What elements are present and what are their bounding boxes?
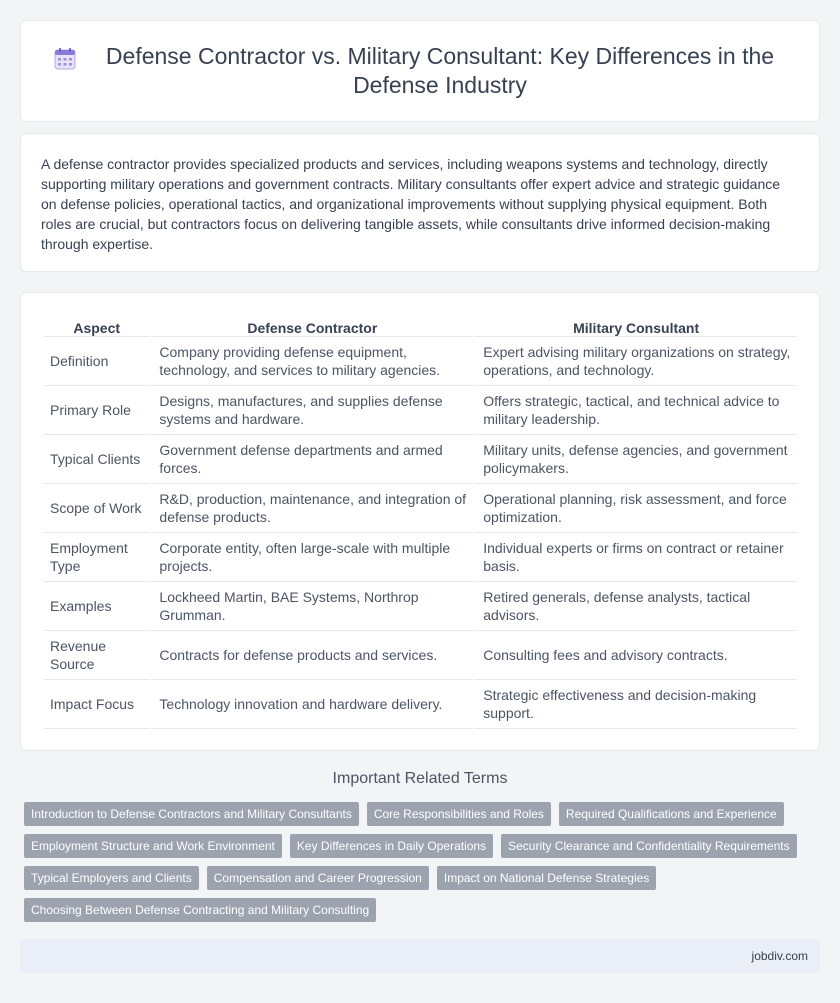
cell-consultant: Strategic effectiveness and decision-making support. <box>475 680 797 729</box>
cell-consultant: Retired generals, defense analysts, tactical advisors. <box>475 582 797 631</box>
table-row <box>44 435 797 484</box>
footer <box>20 939 820 973</box>
related-term-tag[interactable]: Required Qualifications and Experience <box>559 802 784 826</box>
related-terms-tags <box>20 802 800 922</box>
table-row <box>44 631 797 680</box>
table-row <box>44 484 797 533</box>
table-row <box>44 533 797 582</box>
related-term-tag[interactable]: Security Clearance and Confidentiality Requirements <box>501 834 796 858</box>
cell-contractor: Lockheed Martin, BAE Systems, Northrop Grumman. <box>151 582 473 631</box>
cell-consultant: Individual experts or firms on contract or retainer basis. <box>475 533 797 582</box>
cell-aspect: Scope of Work <box>44 484 149 533</box>
related-term-tag[interactable]: Key Differences in Daily Operations <box>290 834 493 858</box>
cell-consultant: Consulting fees and advisory contracts. <box>475 631 797 680</box>
footer-site-link[interactable]: jobdiv.com <box>751 949 808 963</box>
intro-card <box>20 133 820 272</box>
comparison-table <box>42 313 799 729</box>
related-term-tag[interactable]: Typical Employers and Clients <box>24 866 199 890</box>
table-row <box>44 680 797 729</box>
cell-contractor: Company providing defense equipment, technology, and services to military agencies. <box>151 337 473 386</box>
cell-contractor: Corporate entity, often large-scale with multiple projects. <box>151 533 473 582</box>
cell-contractor: Contracts for defense products and services. <box>151 631 473 680</box>
page-title: Defense Contractor vs. Military Consultant: Key Differences in the Defense Industry <box>105 43 775 98</box>
table-header-row <box>44 313 797 337</box>
related-terms-title: Important Related Terms <box>332 770 508 787</box>
table-row <box>44 337 797 386</box>
related-term-tag[interactable]: Compensation and Career Progression <box>207 866 429 890</box>
related-term-tag[interactable]: Core Responsibilities and Roles <box>367 802 551 826</box>
cell-aspect: Primary Role <box>44 386 149 435</box>
cell-aspect: Examples <box>44 582 149 631</box>
related-term-tag[interactable]: Impact on National Defense Strategies <box>437 866 656 890</box>
column-header-aspect: Aspect <box>44 313 149 337</box>
column-header-contractor: Defense Contractor <box>151 313 473 337</box>
cell-aspect: Definition <box>44 337 149 386</box>
related-term-tag[interactable]: Introduction to Defense Contractors and Military Consultants <box>24 802 359 826</box>
cell-contractor: Government defense departments and armed forces. <box>151 435 473 484</box>
table-row <box>44 582 797 631</box>
cell-consultant: Expert advising military organizations on strategy, operations, and technology. <box>475 337 797 386</box>
related-term-tag[interactable]: Choosing Between Defense Contracting and Military Consulting <box>24 898 376 922</box>
column-header-consultant: Military Consultant <box>475 313 797 337</box>
comparison-table-card <box>20 292 820 751</box>
related-terms-section <box>20 770 820 922</box>
cell-aspect: Revenue Source <box>44 631 149 680</box>
intro-text: A defense contractor provides specialized products and services, including weapons systems and technology, directly supporting military operations and government contracts. Military consultants offer expert advice and strategic guidance on defense policies, operational tactics, and organizational improvements without supplying physical equipment. Both roles are crucial, but contractors focus on delivering tangible assets, while consultants drive informed decision-making through expertise. <box>41 156 781 252</box>
cell-contractor: Technology innovation and hardware delivery. <box>151 680 473 729</box>
cell-aspect: Impact Focus <box>44 680 149 729</box>
cell-contractor: R&D, production, maintenance, and integration of defense products. <box>151 484 473 533</box>
cell-consultant: Operational planning, risk assessment, and force optimization. <box>475 484 797 533</box>
cell-consultant: Military units, defense agencies, and government policymakers. <box>475 435 797 484</box>
cell-aspect: Employment Type <box>44 533 149 582</box>
cell-aspect: Typical Clients <box>44 435 149 484</box>
cell-consultant: Offers strategic, tactical, and technical advice to military leadership. <box>475 386 797 435</box>
calendar-icon <box>53 47 77 71</box>
cell-contractor: Designs, manufactures, and supplies defense systems and hardware. <box>151 386 473 435</box>
table-row <box>44 386 797 435</box>
header-card <box>20 20 820 122</box>
related-term-tag[interactable]: Employment Structure and Work Environment <box>24 834 282 858</box>
